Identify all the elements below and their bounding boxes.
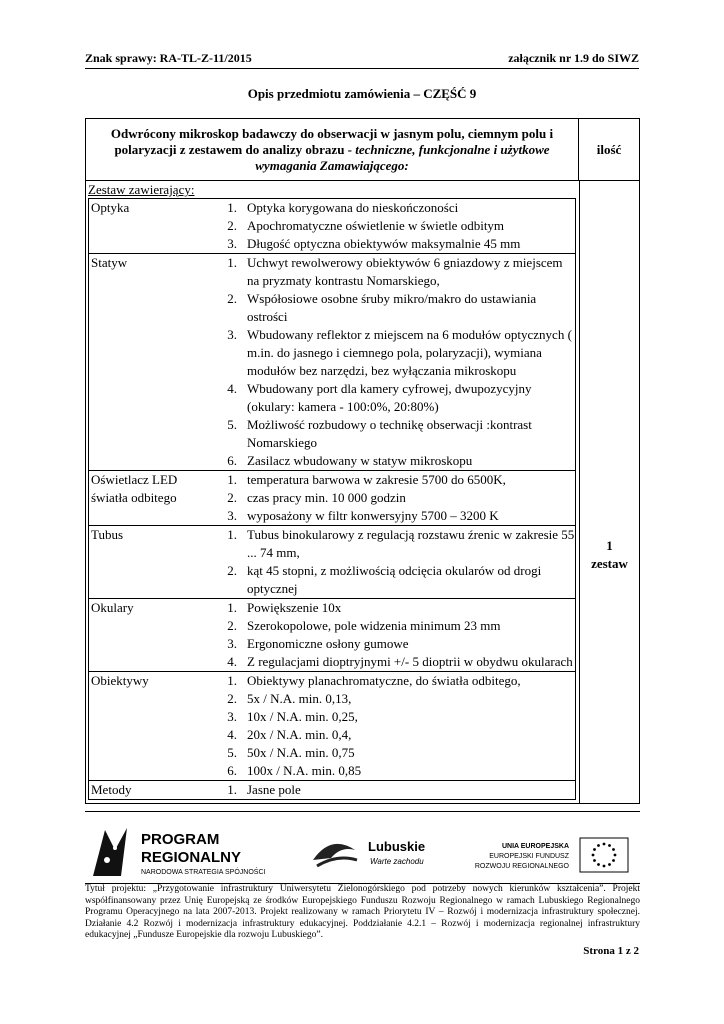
- quantity-column: [579, 181, 639, 803]
- item-text: Szerokopolowe, pole widzenia minimum 23 mm: [247, 618, 501, 633]
- item-number: 1.: [227, 472, 237, 487]
- quantity-unit: zestaw: [591, 556, 628, 571]
- component-category: Oświetlacz LED światła odbitego: [91, 472, 178, 505]
- item-text: Powiększenie 10x: [247, 600, 342, 615]
- requirement-item: [211, 526, 575, 562]
- item-text: Długość optyczna obiektywów maksymalnie 45 mm: [247, 236, 521, 251]
- item-text: Wbudowany reflektor z miejscem na 6 modułów optycznych ( m.in. do jasnego i ciemnego pola, polaryzacji), wymiana modułów bez narzędzi, bez wyłączania mikroskopu: [247, 327, 572, 378]
- item-number: 5.: [227, 745, 237, 760]
- eu-star: [614, 854, 617, 857]
- item-number: 3.: [227, 709, 237, 724]
- item-number: 2.: [227, 490, 237, 505]
- eu-line1: UNIA EUROPEJSKA: [501, 843, 569, 850]
- annex-number: załącznik nr 1.9 do SIWZ: [508, 51, 639, 65]
- item-number: 2.: [227, 218, 237, 233]
- item-text: Jasne pole: [247, 782, 301, 797]
- requirement-item: [211, 562, 575, 598]
- requirement-list: [211, 199, 575, 253]
- component-row: [88, 781, 576, 800]
- component-row: [88, 526, 576, 599]
- requirement-item: [211, 290, 575, 326]
- item-number: 3.: [227, 636, 237, 651]
- component-category: Optyka: [91, 200, 130, 215]
- requirement-list: [211, 672, 575, 780]
- program-line1: PROGRAM: [141, 831, 220, 848]
- item-text: Wbudowany port dla kamery cyfrowej, dwupozycyjny (okulary: kamera - 100:0%, 20:80%): [247, 381, 532, 414]
- item-text: Możliwość rozbudowy o technikę obserwacji :kontrast Nomarskiego: [247, 417, 532, 450]
- map-silhouette-icon: [93, 828, 127, 876]
- item-text: 100x / N.A. min. 0,85: [247, 763, 362, 778]
- requirement-item: [211, 653, 575, 671]
- components-table: [88, 198, 576, 800]
- item-text: Apochromatyczne oświetlenie w świetle odbitym: [247, 218, 505, 233]
- item-number: 6.: [227, 453, 237, 468]
- requirement-item: [211, 452, 575, 470]
- requirement-item: [211, 489, 575, 507]
- component-row: [88, 599, 576, 672]
- component-category: Obiektywy: [91, 673, 149, 688]
- requirement-item: [211, 416, 575, 452]
- item-number: 4.: [227, 654, 237, 669]
- item-number: 2.: [227, 618, 237, 633]
- requirement-item: [211, 708, 575, 726]
- item-number: 5.: [227, 417, 237, 432]
- requirement-item: [211, 617, 575, 635]
- header-italic-text: techniczne, funkcjonalne i użytkowe wymagania Zamawiającego:: [255, 142, 550, 173]
- page-number: Strona 1 z 2: [583, 945, 639, 957]
- item-number: 1.: [227, 200, 237, 215]
- logos-svg: [85, 820, 640, 884]
- item-text: Uchwyt rewolwerowy obiektywów 6 gniazdowy z miejscem na pryzmaty kontrastu Nomarskiego,: [247, 255, 563, 288]
- eu-star: [597, 863, 600, 866]
- lubuskie-tagline: Warte zachodu: [370, 857, 424, 866]
- component-category: Metody: [91, 782, 132, 797]
- eu-star: [593, 859, 596, 862]
- eu-logo: [475, 838, 628, 872]
- requirement-item: [211, 471, 575, 489]
- item-number: 1.: [227, 527, 237, 542]
- requirement-item: [211, 762, 575, 780]
- quantity-header: ilość: [579, 119, 639, 181]
- eu-star: [593, 848, 596, 851]
- requirement-item: [211, 690, 575, 708]
- item-text: 10x / N.A. min. 0,25,: [247, 709, 358, 724]
- program-regionalny-logo: [93, 828, 266, 876]
- eu-star: [597, 844, 600, 847]
- case-number: Znak sprawy: RA-TL-Z-11/2015: [85, 51, 252, 65]
- quantity-value: 1: [606, 538, 613, 553]
- item-number: 3.: [227, 236, 237, 251]
- item-text: Optyka korygowana do nieskończoności: [247, 200, 459, 215]
- page-title: Opis przedmiotu zamówienia – CZĘŚĆ 9: [247, 86, 477, 101]
- item-text: 50x / N.A. min. 0,75: [247, 745, 355, 760]
- eu-star: [603, 843, 606, 846]
- item-number: 2.: [227, 563, 237, 578]
- item-text: wyposażony w filtr konwersyjny 5700 – 3200 K: [247, 508, 499, 523]
- eu-star: [612, 848, 615, 851]
- set-label: Zestaw zawierający:: [88, 182, 195, 197]
- item-text: kąt 45 stopni, z możliwością odcięcia okularów od drogi optycznej: [247, 563, 542, 596]
- item-number: 2.: [227, 691, 237, 706]
- header-main-text: Odwrócony mikroskop badawczy do obserwacji w jasnym polu, ciemnym polu i polaryzacji z zestawem do analizy obrazu -: [110, 126, 554, 157]
- eu-star: [608, 844, 611, 847]
- quantity-cell: [580, 537, 639, 573]
- item-text: czas pracy min. 10 000 godzin: [247, 490, 406, 505]
- program-line2: REGIONALNY: [141, 849, 242, 866]
- item-text: 5x / N.A. min. 0,13,: [247, 691, 352, 706]
- item-number: 3.: [227, 327, 237, 342]
- eu-star: [612, 859, 615, 862]
- requirement-item: [211, 726, 575, 744]
- item-text: 20x / N.A. min. 0,4,: [247, 727, 352, 742]
- requirement-item: [211, 326, 575, 380]
- item-number: 1.: [227, 600, 237, 615]
- item-number: 4.: [227, 727, 237, 742]
- requirement-list: [211, 254, 575, 470]
- item-number: 1.: [227, 782, 237, 797]
- requirement-item: [211, 254, 575, 290]
- requirement-item: [211, 672, 575, 690]
- lubuskie-name: Lubuskie: [368, 839, 426, 854]
- requirement-item: [211, 235, 575, 253]
- item-text: Ergonomiczne osłony gumowe: [247, 636, 409, 651]
- item-text: Zasilacz wbudowany w statyw mikroskopu: [247, 453, 473, 468]
- requirement-item: [211, 380, 575, 416]
- component-category: Tubus: [91, 527, 124, 542]
- item-text: Tubus binokularowy z regulacją rozstawu źrenic w zakresie 55 ... 74 mm,: [247, 527, 575, 560]
- item-number: 3.: [227, 508, 237, 523]
- component-category: Okulary: [91, 600, 134, 615]
- footer-project-info: Tytuł projektu: „Przygotowanie infrastruktury Uniwersytetu Zielonogórskiego pod potrzeby nowych kierunków kształcenia”. Projekt współfinansowany przez Unię Europejską ze środków Europejskiego Funduszu Rozwoju Regionalnego w ramach Lubuskiego Regionalnego Programu Operacyjnego na lata 2007-2013. Projekt realizowany w ramach Priorytetu IV – Rozwój i modernizacja infrastruktury społecznej. Działanie 4.2 Rozwój i modernizacja infrastruktury edukacyjnej. Poddziałanie 4.2.1 – Rozwój i modernizacja regionalnej infrastruktury edukacyjnej „Fundusze Europejskie dla rozwoju Lubuskiego”.: [85, 884, 640, 941]
- eu-line2: EUROPEJSKI FUNDUSZ: [489, 853, 569, 860]
- requirement-item: [211, 635, 575, 653]
- requirement-item: [211, 217, 575, 235]
- requirement-item: [211, 507, 575, 525]
- item-number: 1.: [227, 673, 237, 688]
- requirement-list: [211, 471, 575, 525]
- item-text: Współosiowe osobne śruby mikro/makro do ustawiania ostrości: [247, 291, 537, 324]
- component-row: [88, 254, 576, 471]
- requirement-list: [211, 599, 575, 671]
- requirement-item: [211, 199, 575, 217]
- requirement-item: [211, 781, 575, 799]
- page-header: [85, 50, 639, 69]
- eu-line3: ROZWOJU REGIONALNEGO: [474, 863, 569, 870]
- item-number: 6.: [227, 763, 237, 778]
- component-category: Statyw: [91, 255, 128, 270]
- requirement-list: [211, 781, 575, 799]
- eu-star: [608, 863, 611, 866]
- program-subtitle: NARODOWA STRATEGIA SPÓJNOŚCI: [141, 869, 266, 876]
- item-number: 4.: [227, 381, 237, 396]
- item-number: 2.: [227, 291, 237, 306]
- divider-top: [85, 811, 640, 812]
- component-row: [88, 672, 576, 781]
- eu-star: [603, 865, 606, 868]
- lubuskie-logo: [313, 839, 425, 866]
- eu-star: [592, 854, 595, 857]
- specification-table: [85, 118, 640, 804]
- requirement-item: [211, 599, 575, 617]
- item-text: Z regulacjami dioptryjnymi +/- 5 dioptrii w obydwu okularach: [247, 654, 573, 669]
- component-row: [88, 471, 576, 526]
- item-number: 1.: [227, 255, 237, 270]
- logos-bar: [85, 820, 640, 884]
- requirement-item: [211, 744, 575, 762]
- item-text: temperatura barwowa w zakresie 5700 do 6500K,: [247, 472, 506, 487]
- requirement-list: [211, 526, 575, 598]
- item-text: Obiektywy planachromatyczne, do światła odbitego,: [247, 673, 521, 688]
- table-header: [86, 119, 579, 181]
- component-row: [88, 198, 576, 254]
